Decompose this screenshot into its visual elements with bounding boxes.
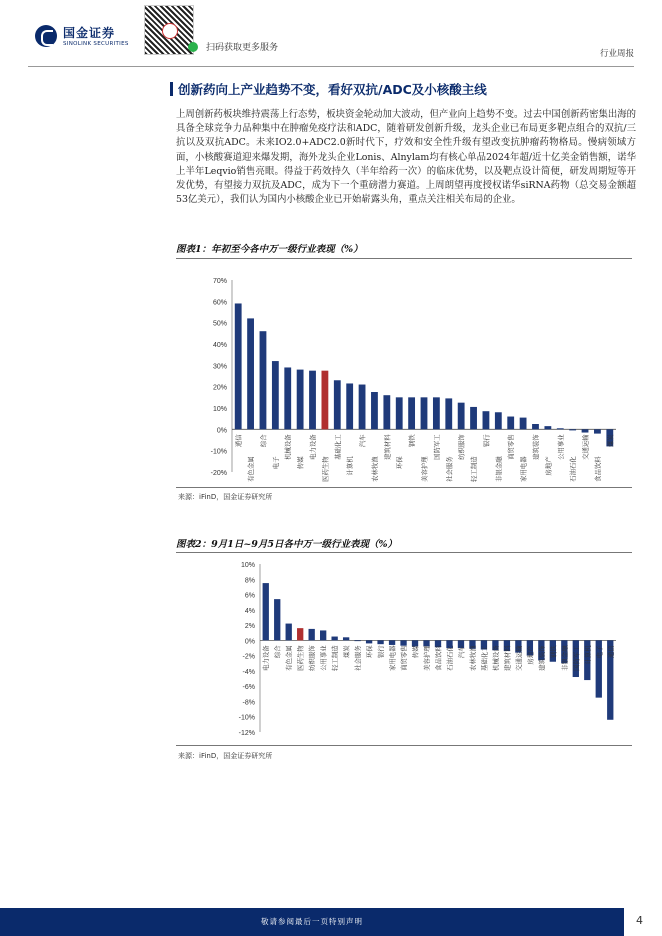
bar-19 — [458, 403, 465, 430]
bar-21 — [483, 411, 490, 429]
bar-10 — [366, 640, 372, 643]
section-title — [170, 80, 630, 98]
bar-10 — [346, 383, 353, 429]
brand-name-en: SINOLINK SECURITIES — [63, 41, 129, 47]
y-tick-label: 50% — [212, 320, 227, 328]
bar-4 — [272, 361, 279, 429]
x-category-label: 房地产 — [544, 456, 553, 476]
figure2-title: 图表2：9月1日~9月5日各中万一级行业表现（%） — [176, 539, 398, 550]
bar-6 — [320, 630, 326, 640]
x-category-label: 机械设备 — [491, 645, 500, 671]
x-category-label: 商贸零售 — [400, 645, 409, 671]
x-category-label: 非银金融 — [560, 645, 569, 671]
bar-27 — [557, 428, 564, 429]
bar-28 — [569, 429, 576, 430]
bar-9 — [354, 640, 360, 641]
x-category-label: 电子 — [595, 645, 604, 659]
y-tick-label: -6% — [242, 684, 255, 692]
footer-bar — [0, 908, 624, 936]
x-category-label: 传媒 — [296, 456, 305, 470]
bar-1 — [263, 583, 269, 640]
x-category-label: 公用事业 — [319, 645, 328, 671]
x-category-label: 轻工制造 — [470, 456, 479, 482]
brand-logo-icon — [35, 25, 57, 47]
x-category-label: 基础化工 — [480, 645, 489, 671]
x-category-label: 汽车 — [457, 645, 466, 659]
x-category-label: 环保 — [395, 456, 404, 470]
report-type-label: 行业周报 — [599, 49, 634, 59]
x-category-label: 电力设备 — [309, 434, 318, 460]
y-tick-label: 40% — [212, 342, 227, 349]
x-category-label: 交通运输 — [581, 434, 590, 460]
x-category-label: 银行 — [482, 434, 491, 448]
x-category-label: 通信 — [606, 645, 615, 659]
bar-15 — [408, 397, 415, 429]
x-category-label: 社会服务 — [445, 456, 454, 482]
figure1-title: 图表1：年初至今各中万一级行业表现（%） — [176, 244, 363, 255]
y-tick-label: 20% — [212, 384, 227, 392]
brand-logo — [35, 24, 129, 47]
x-category-label: 美容护理 — [423, 645, 432, 671]
y-tick-label: 6% — [244, 592, 255, 600]
bar-23 — [507, 417, 514, 430]
bar-2 — [274, 599, 280, 640]
x-category-label: 钢铁 — [549, 645, 558, 659]
x-category-label: 交通运输 — [514, 645, 523, 671]
x-category-label: 非银金融 — [494, 456, 503, 482]
y-tick-label: -2% — [242, 653, 255, 661]
bar-30 — [594, 429, 601, 433]
x-category-label: 纺织服饰 — [457, 434, 466, 460]
x-category-label: 钢铁 — [408, 434, 417, 448]
y-tick-label: 2% — [244, 623, 255, 631]
x-category-label: 医药生物 — [321, 456, 330, 482]
y-tick-label: 70% — [212, 278, 227, 285]
x-category-label: 有色金属 — [247, 456, 256, 482]
x-category-label: 综合 — [259, 434, 268, 448]
x-category-label: 食品饮料 — [593, 456, 602, 482]
y-tick-label: -10% — [210, 448, 227, 456]
wechat-badge-icon — [188, 42, 198, 52]
x-category-label: 电子 — [271, 456, 280, 470]
x-category-label: 计算机 — [583, 645, 592, 665]
bar-18 — [445, 398, 452, 429]
bar-7 — [331, 637, 337, 641]
x-category-label: 石油石化 — [569, 456, 578, 482]
x-category-label: 农林牧渔 — [370, 456, 379, 482]
bar-3 — [260, 331, 267, 429]
y-tick-label: -20% — [210, 470, 227, 477]
x-category-label: 农林牧渔 — [468, 645, 477, 671]
x-category-label: 商贸零售 — [507, 434, 516, 460]
x-category-label: 环保 — [365, 645, 374, 659]
x-category-label: 建筑材料 — [383, 434, 392, 460]
figure1-chart — [176, 262, 632, 484]
title-accent-bar — [170, 82, 173, 96]
bar-4 — [297, 628, 303, 640]
figure2-bottom-rule — [176, 745, 632, 746]
y-tick-label: 10% — [240, 562, 255, 569]
y-tick-label: -10% — [238, 714, 255, 722]
x-category-label: 基础化工 — [333, 434, 342, 460]
qr-code-icon[interactable] — [144, 5, 194, 55]
figure2-source: 来源：iFinD，国金证券研究所 — [178, 752, 273, 760]
bar-24 — [520, 418, 527, 430]
y-tick-label: -12% — [238, 730, 255, 737]
bar-6 — [297, 370, 304, 430]
bar-11 — [377, 640, 383, 644]
bar-11 — [359, 385, 366, 430]
x-category-label: 银行 — [377, 645, 386, 659]
x-category-label: 食品饮料 — [434, 645, 443, 671]
y-tick-label: 4% — [244, 607, 255, 615]
x-category-label: 煤炭 — [342, 645, 351, 659]
bar-29 — [582, 429, 589, 432]
figure2-chart — [176, 556, 632, 742]
page-number: 4 — [636, 914, 643, 927]
x-category-label: 美容护理 — [420, 456, 429, 482]
bar-8 — [343, 637, 349, 640]
x-category-label: 建筑装饰 — [531, 434, 540, 460]
x-category-label: 通信 — [234, 434, 243, 448]
x-category-label: 建筑装饰 — [537, 645, 546, 671]
page-footer — [0, 908, 662, 936]
x-category-label: 国防军工 — [572, 645, 581, 671]
y-tick-label: 10% — [212, 406, 227, 413]
y-tick-label: 8% — [244, 577, 255, 585]
bar-8 — [321, 371, 328, 430]
x-category-label: 计算机 — [346, 456, 355, 476]
bar-13 — [400, 640, 406, 645]
bar-13 — [383, 395, 390, 429]
bar-26 — [544, 426, 551, 429]
x-category-label: 家用电器 — [388, 645, 397, 671]
bar-5 — [284, 367, 291, 429]
y-tick-label: 0% — [244, 638, 255, 646]
bar-16 — [421, 397, 428, 429]
header-divider — [28, 66, 634, 67]
x-category-label: 建筑材料 — [503, 645, 512, 671]
x-category-label: 机械设备 — [284, 434, 293, 460]
x-category-label: 轻工制造 — [331, 645, 340, 671]
section-title-text: 创新药向上产业趋势不变，看好双抗/ADC及小核酸主线 — [178, 82, 487, 97]
x-category-label: 公用事业 — [556, 434, 565, 460]
bar-7 — [309, 371, 316, 430]
x-category-label: 汽车 — [358, 434, 367, 448]
y-tick-label: -4% — [242, 668, 255, 676]
figure1-top-rule — [176, 258, 632, 259]
x-category-label: 石油石化 — [445, 645, 454, 671]
bar-5 — [309, 629, 315, 640]
bar-2 — [247, 318, 254, 429]
x-category-label: 房地产 — [526, 645, 535, 665]
scan-prompt: 扫码获取更多服务 — [206, 43, 279, 53]
y-tick-label: 0% — [216, 427, 227, 435]
bar-14 — [396, 397, 403, 429]
bar-25 — [532, 424, 539, 429]
x-category-label: 家用电器 — [519, 456, 528, 482]
page-header — [0, 0, 662, 72]
x-category-label: 有色金属 — [285, 645, 294, 671]
body-paragraph: 上周创新药板块维持震荡上行态势，板块资金轮动加大波动，但产业向上趋势不变。过去中国创新药密集出海的具备全球竞争力品种集中在肿瘤免疫疗法和ADC，随着研发创新升级，龙头企业已布局更多靶点组合的双抗/三抗以及双抗ADC。未来IO2.0+ADC2.0新时代下，疗效和安全性升级有望改变抗肿瘤药物格局。慢病领域方面，小核酸赛道迎来爆发期，海外龙头企业Lonis、Alnylam均有核心单品2024年超/近十亿美金销售额，诺华上半年Leqvio销售亮眼。得益于药效持久（半年给药一次）的临床优势，以及靶点设计简便，研发周期短等开发优势，有望接力双抗及ADC，成为下一个重磅潜力赛道。上周朗望再度授权诺华siRNA药物（总交易金额超53亿美元），我们认为国内小核酸企业已开始崭露头角，重点关注相关布局的企业。 — [176, 109, 636, 206]
x-category-label: 医药生物 — [296, 645, 305, 671]
x-category-label: 社会服务 — [354, 645, 363, 671]
x-category-label: 国防军工 — [432, 434, 441, 460]
y-tick-label: -8% — [242, 699, 255, 707]
x-category-label: 传媒 — [411, 645, 420, 659]
y-tick-label: 30% — [212, 363, 227, 371]
x-category-label: 纺织服饰 — [308, 645, 317, 671]
figure2-top-rule — [176, 552, 632, 553]
bar-3 — [286, 624, 292, 641]
bar-12 — [389, 640, 395, 645]
bar-22 — [495, 412, 502, 429]
x-category-label: 煤炭 — [606, 434, 615, 448]
brand-name-cn: 国金证券 — [63, 26, 116, 40]
bar-1 — [235, 303, 242, 429]
bar-12 — [371, 392, 378, 429]
footer-disclaimer-link[interactable]: 敬请参阅最后一页特别声明 — [261, 917, 363, 926]
x-category-label: 电力设备 — [262, 645, 271, 671]
bar-20 — [470, 407, 477, 429]
bar-9 — [334, 380, 341, 429]
bar-17 — [433, 397, 440, 429]
y-tick-label: 60% — [212, 299, 227, 307]
figure1-source: 来源：iFinD，国金证券研究所 — [178, 493, 273, 501]
figure1-bottom-rule — [176, 487, 632, 488]
x-category-label: 综合 — [273, 645, 282, 659]
